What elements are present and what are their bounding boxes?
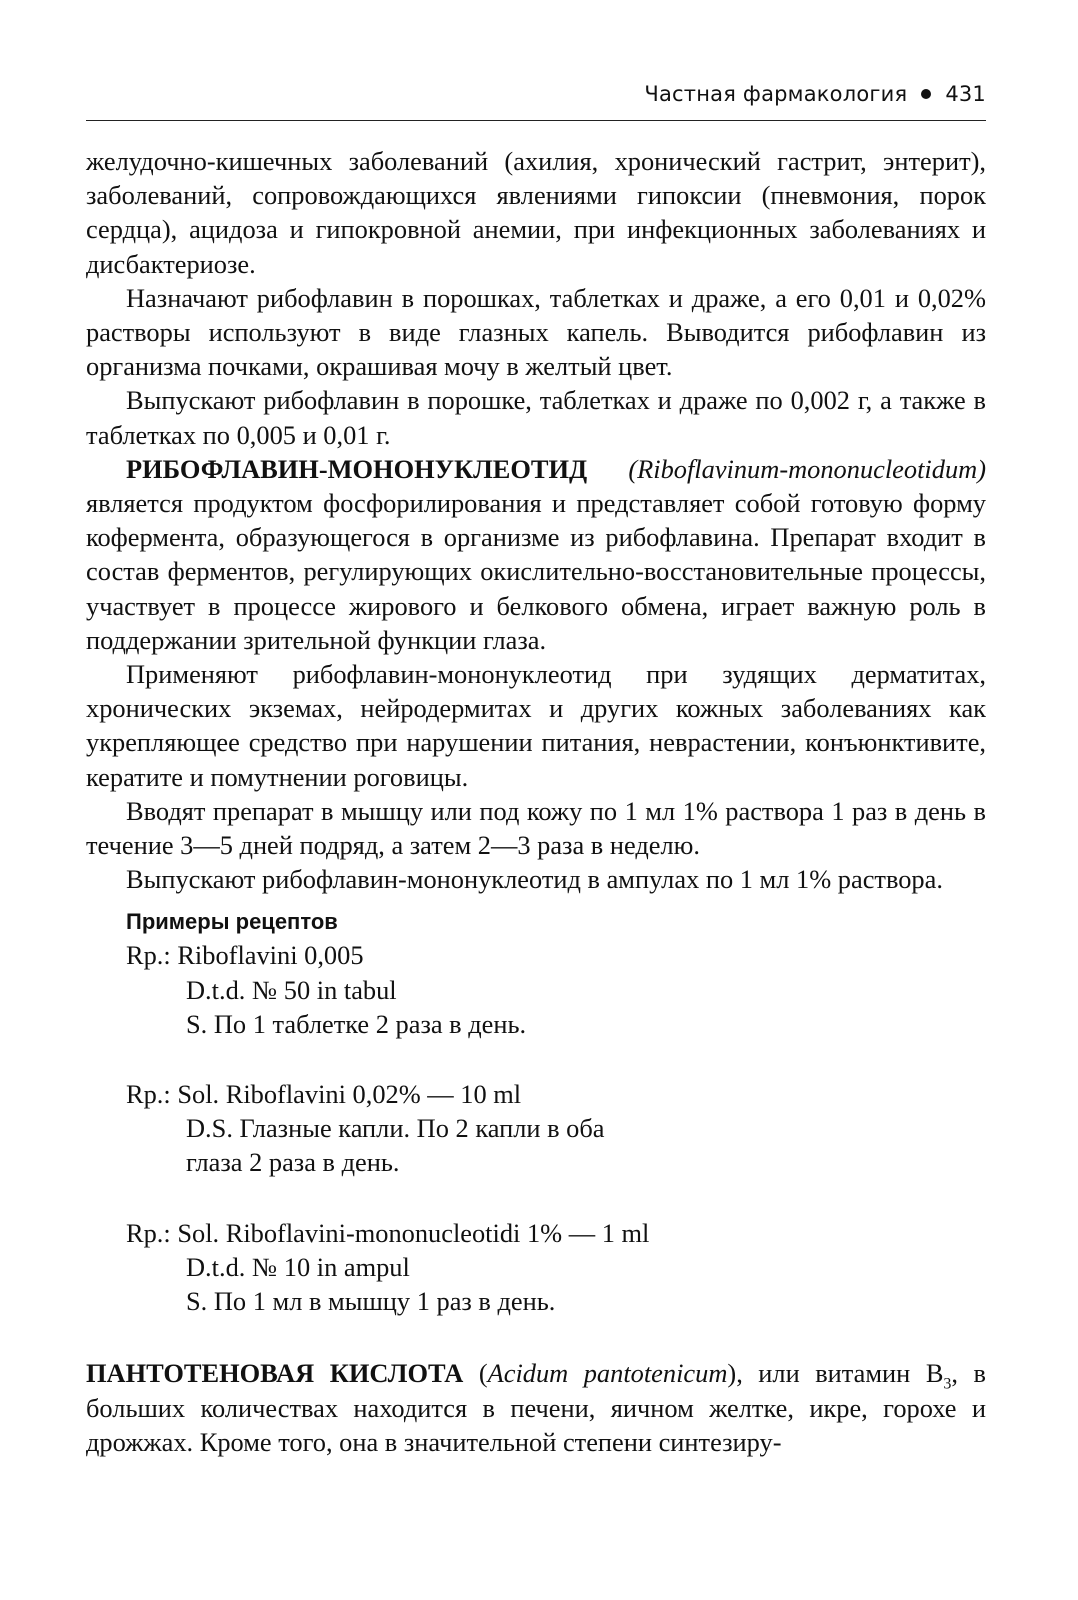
paragraph-pantothenic-acid <box>86 1356 986 1459</box>
book-page <box>86 0 986 1600</box>
pantothenic-description: , в больших количествах находится в печени, яичном желтке, икре, горохе и дрожжах. Кроме того, она в значительной степени синтезиру- <box>86 1358 986 1457</box>
recipe-line: D.t.d. № 50 in tabul <box>186 974 397 1005</box>
spacer <box>86 1180 986 1216</box>
recipe-2 <box>126 1077 986 1180</box>
recipe-line: D.S. Глазные капли. По 2 капли в оба <box>186 1113 605 1144</box>
recipe-rp-line: Rp.: Sol. Riboflavini 0,02% — 10 ml <box>126 1079 522 1110</box>
latin-open: ( <box>478 1358 488 1389</box>
recipe-1 <box>126 938 986 1041</box>
drug-description: является продуктом фосфорилирования и представляет собой готовую форму кофермента, образующегося в организме из рибофлавина. Препарат входит в состав ферментов, регулирующих окислительно-восстановительные процессы, участвует в процессе жирового и белкового обмена, играет важную роль в поддержании зрительной функции глаза. <box>86 488 986 655</box>
header-rule <box>86 120 986 121</box>
drug-name: ПАНТОТЕНОВАЯ КИСЛОТА <box>86 1358 464 1389</box>
recipe-line: S. По 1 мл в мышцу 1 раз в день. <box>186 1286 556 1317</box>
vitamin-letter: B <box>925 1358 944 1389</box>
drug-latin-name: (Riboflavinum-mononucleotidum) <box>628 453 986 484</box>
drug-latin-name: Acidum pantotenicum <box>487 1358 728 1389</box>
paragraph-riboflavin-mononucleotide <box>86 452 986 657</box>
section-title: Частная фармакология <box>644 82 908 106</box>
recipe-line: S. По 1 таблетке 2 раза в день. <box>186 1008 527 1039</box>
paragraph-indications: Применяют рибофлавин-мононуклеотид при зудящих дерматитах, хронических экземах, нейродермитах и других кожных заболеваниях как укрепляющее средство при нарушении питания, неврастении, конъюнктивите, кератите и помутнении роговицы. <box>86 659 986 792</box>
page-number: 431 <box>945 82 986 106</box>
page-content <box>86 144 986 1459</box>
recipe-line: D.t.d. № 10 in ampul <box>186 1251 410 1282</box>
paragraph-continuation: желудочно-кишечных заболеваний (ахилия, хронический гастрит, энтерит), заболеваний, сопровождающихся явлениями гипоксии (пневмония, порок сердца), ацидоза и гипокровной анемии, при инфекционных заболеваниях и дисбактериозе. <box>86 146 986 279</box>
running-header <box>86 78 986 110</box>
paragraph-administration: Вводят препарат в мышцу или под кожу по 1 мл 1% раствора 1 раз в день в течение 3—5 дней подряд, а затем 2—3 раза в неделю. <box>86 795 986 861</box>
examples-heading: Примеры рецептов <box>126 909 338 935</box>
spacer <box>86 1318 986 1356</box>
recipe-rp-line: Rp.: Riboflavini 0,005 <box>126 940 364 971</box>
paragraph-release-forms: Выпускают рибофлавин в порошке, таблетках и драже по 0,002 г, а также в таблетках по 0,005 и 0,01 г. <box>86 385 986 450</box>
recipe-rp-line: Rp.: Sol. Riboflavini-mononucleotidi 1% — 1 ml <box>126 1217 650 1248</box>
latin-close: ), или витамин <box>727 1358 911 1389</box>
spacer <box>86 1041 986 1077</box>
paragraph-dosage-forms: Назначают рибофлавин в порошках, таблетках и драже, а его 0,01 и 0,02% растворы используют в виде глазных капель. Выводится рибофлавин из организма почками, окрашивая мочу в желтый цвет. <box>86 282 986 382</box>
paragraph-ampoules: Выпускают рибофлавин-мононуклеотид в ампулах по 1 мл 1% раствора. <box>126 864 943 895</box>
recipe-3 <box>126 1216 986 1319</box>
vitamin-subscript: 3 <box>943 1375 952 1393</box>
recipe-line: глаза 2 раза в день. <box>186 1147 400 1178</box>
drug-name: РИБОФЛАВИН-МОНОНУКЛЕОТИД <box>126 453 588 484</box>
bullet-icon <box>921 89 931 99</box>
